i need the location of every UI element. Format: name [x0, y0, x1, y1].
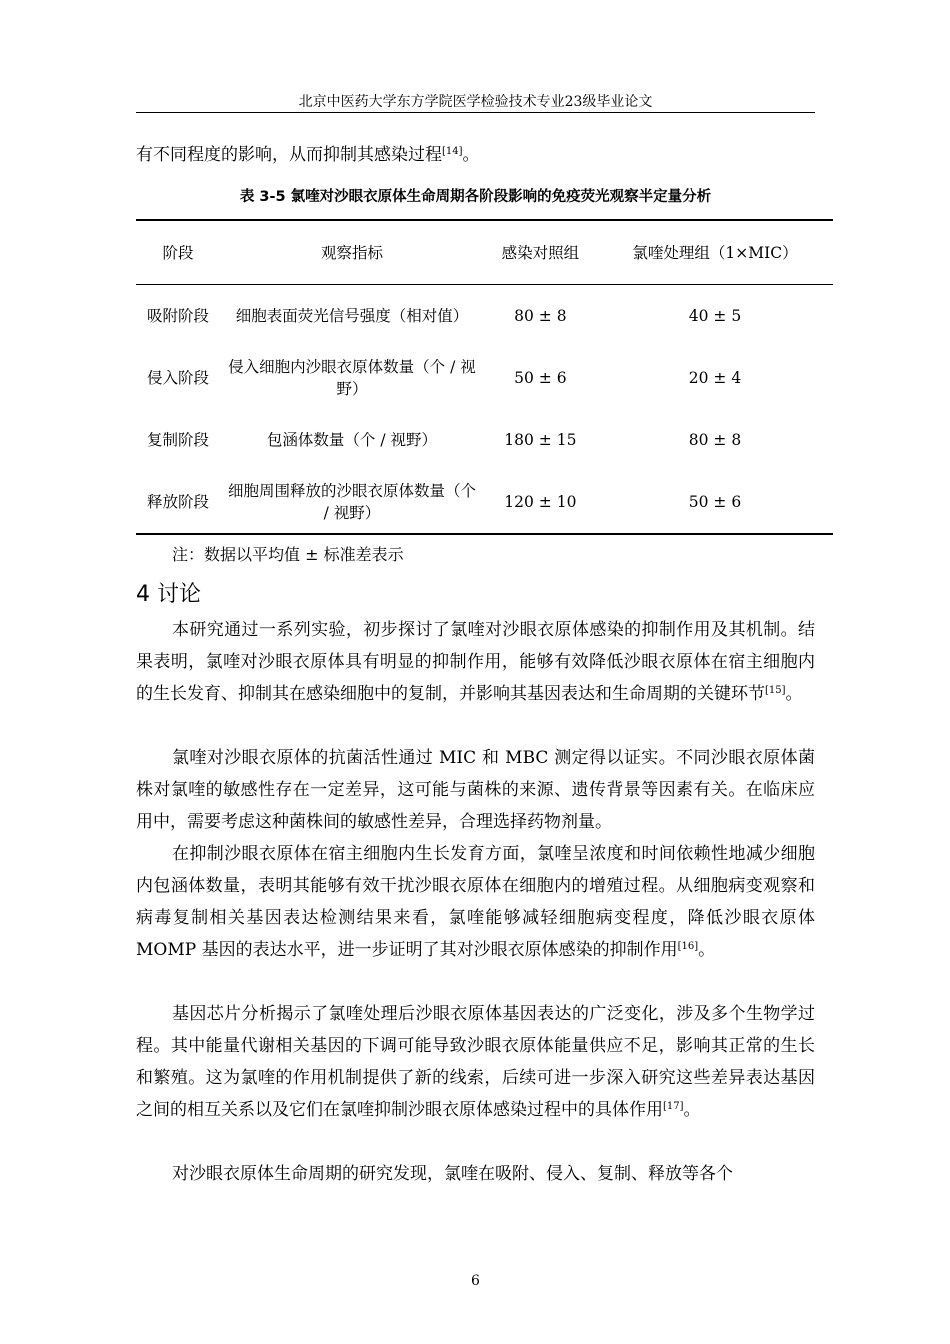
table-note: 注：数据以平均值 ± 标准差表示	[172, 545, 404, 564]
paragraph-end: 。	[698, 940, 716, 960]
running-header: 北京中医药大学东方学院医学检验技术专业23级毕业论文	[298, 94, 653, 110]
cell-indicator: 细胞表面荧光信号强度（相对值）	[235, 307, 469, 325]
cell-control: 120 ± 10	[504, 493, 577, 511]
cell-control: 180 ± 15	[504, 431, 577, 449]
paragraph-end: 。	[785, 684, 803, 704]
citation-ref: [15]	[765, 685, 786, 696]
table-row	[136, 347, 833, 409]
header-indicator: 观察指标	[320, 243, 383, 262]
cell-treated: 40 ± 5	[688, 307, 742, 325]
body-paragraph	[136, 614, 815, 710]
table-row	[136, 471, 833, 534]
results-table	[136, 219, 833, 535]
continuation-end: 。	[462, 145, 480, 165]
header-control: 感染对照组	[501, 243, 580, 262]
citation-ref: [16]	[677, 941, 699, 952]
section-heading: 4 讨论	[136, 582, 201, 607]
continuation-paragraph	[136, 139, 815, 171]
table-row	[136, 285, 833, 348]
cell-stage: 吸附阶段	[147, 307, 210, 325]
table-header-row	[136, 220, 833, 285]
header-stage: 阶段	[162, 243, 194, 262]
cell-indicator: 侵入细胞内沙眼衣原体数量（个 / 视野）	[228, 358, 476, 398]
paragraph-text: 本研究通过一系列实验，初步探讨了氯喹对沙眼衣原体感染的抑制作用及其机制。结果表明，氯喹对沙眼衣原体具有明显的抑制作用，能够有效降低沙眼衣原体在宿主细胞内的生长发育、抑制其在感染细胞中的复制，并影响其基因表达和生命周期的关键环节	[136, 620, 815, 704]
cell-stage: 侵入阶段	[147, 369, 210, 387]
body-paragraph	[136, 742, 815, 838]
header-rule	[136, 112, 815, 113]
cell-stage: 释放阶段	[147, 493, 210, 511]
body-paragraph	[136, 1158, 815, 1190]
table-caption: 表 3-5 氯喹对沙眼衣原体生命周期各阶段影响的免疫荧光观察半定量分析	[239, 189, 712, 205]
cell-treated: 80 ± 8	[688, 431, 742, 449]
body-paragraph	[136, 998, 815, 1126]
cell-control: 50 ± 6	[514, 369, 567, 387]
page-number: 6	[471, 1273, 480, 1289]
paragraph-text: 在抑制沙眼衣原体在宿主细胞内生长发育方面，氯喹呈浓度和时间依赖性地减少细胞内包涵体数量，表明其能够有效干扰沙眼衣原体在细胞内的增殖过程。从细胞病变观察和病毒复制相关基因表达检测结果来看，氯喹能够减轻细胞病变程度，降低沙眼衣原体 MOMP 基因的表达水平，进一步证明了其对沙眼衣原体感染的抑制作用	[136, 844, 815, 960]
cell-indicator: 细胞周围释放的沙眼衣原体数量（个 / 视野）	[227, 482, 476, 522]
continuation-text: 有不同程度的影响，从而抑制其感染过程	[136, 145, 442, 165]
cell-stage: 复制阶段	[147, 431, 210, 449]
header-treated: 氯喹处理组（1×MIC）	[632, 243, 798, 262]
citation-ref: [17]	[663, 1101, 684, 1112]
body-paragraph	[136, 838, 815, 966]
paragraph-text: 基因芯片分析揭示了氯喹处理后沙眼衣原体基因表达的广泛变化，涉及多个生物学过程。其中能量代谢相关基因的下调可能导致沙眼衣原体能量供应不足，影响其正常的生长和繁殖。这为氯喹的作用机制提供了新的线索，后续可进一步深入研究这些差异表达基因之间的相互关系以及它们在氯喹抑制沙眼衣原体感染过程中的具体作用	[136, 1004, 815, 1120]
cell-control: 80 ± 8	[514, 307, 567, 325]
cell-treated: 20 ± 4	[688, 369, 742, 387]
cell-indicator: 包涵体数量（个 / 视野）	[266, 431, 437, 449]
table-row	[136, 409, 833, 471]
cell-treated: 50 ± 6	[688, 493, 742, 511]
paragraph-end: 。	[683, 1100, 701, 1120]
citation-ref: [14]	[442, 146, 463, 157]
paragraph-text: 对沙眼衣原体生命周期的研究发现，氯喹在吸附、侵入、复制、释放等各个	[172, 1164, 733, 1184]
paragraph-text: 氯喹对沙眼衣原体的抗菌活性通过 MIC 和 MBC 测定得以证实。不同沙眼衣原体菌株对氯喹的敏感性存在一定差异，这可能与菌株的来源、遗传背景等因素有关。在临床应用中，需要考虑这种菌株间的敏感性差异，合理选择药物剂量。	[136, 748, 815, 832]
